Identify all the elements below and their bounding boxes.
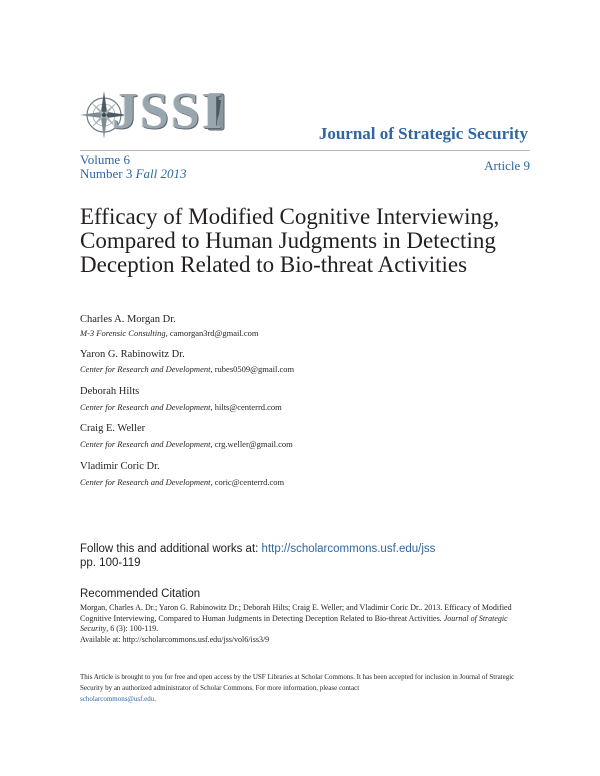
affiliation-org: M-3 Forensic Consulting: [80, 328, 166, 338]
affiliation-org: Center for Research and Development: [80, 402, 211, 412]
volume-label[interactable]: Volume 6: [80, 152, 130, 167]
author-affiliation: Center for Research and Development, coric@centerrd.com: [80, 477, 285, 487]
follow-prefix: Follow this and additional works at:: [80, 543, 259, 555]
author-email: hilts@centerrd.com: [214, 402, 282, 412]
issue-season: Fall 2013: [135, 166, 187, 181]
citation-issue: , 6 (3): 100-119.: [106, 624, 159, 633]
contact-email-link[interactable]: scholarcommons@usf.edu: [80, 695, 155, 703]
scholar-commons-link[interactable]: http://scholarcommons.usf.edu/jss: [261, 543, 436, 555]
author-name[interactable]: Craig E. Weller: [80, 423, 146, 434]
affiliation-org: Center for Research and Development: [80, 477, 211, 487]
citation-text: [80, 603, 520, 645]
citation-journal: Journal of Strategic Security: [80, 613, 508, 633]
article-number[interactable]: Article 9: [484, 158, 530, 173]
page-range: pp. 100-119: [80, 557, 141, 569]
author-email: rubes0509@gmail.com: [214, 364, 295, 374]
citation-authors: Morgan, Charles A. Dr.; Yaron G. Rabinowitz Dr.; Deborah Hilts; Craig E. Weller; and Vladimir Coric Dr.. 2013. Efficacy of Modified Cognitive Interviewing, Compared to Human Judgments in Detecting Deception Related to Bio-threat Activities.: [80, 603, 512, 623]
follow-line: [80, 543, 435, 555]
issue-number: Number 3: [80, 166, 133, 181]
paper-title: Efficacy of Modified Cognitive Interviewing, Compared to Human Judgments in Detecting Deception Related to Bio-threat Activities: [80, 204, 500, 277]
affiliation-org: Center for Research and Development: [80, 439, 211, 449]
author-name[interactable]: Yaron G. Rabinowitz Dr.: [80, 349, 185, 360]
journal-title[interactable]: Journal of Strategic Security: [318, 124, 528, 143]
footer-note: [80, 672, 525, 705]
author-email: camorgan3rd@gmail.com: [169, 328, 259, 338]
author-affiliation: Center for Research and Development, rubes0509@gmail.com: [80, 364, 295, 374]
citation-available[interactable]: Available at: http://scholarcommons.usf.edu/jss/vol6/iss3/9: [80, 634, 270, 644]
footer-end: .: [154, 695, 157, 703]
author-name[interactable]: Vladimir Coric Dr.: [80, 461, 160, 472]
author-affiliation: Center for Research and Development, crg.weller@gmail.com: [80, 439, 293, 449]
author-name[interactable]: Charles A. Morgan Dr.: [80, 314, 176, 325]
footer-text: This Article is brought to you for free and open access by the USF Libraries at Scholar Commons. It has been accepted for inclusion in Journal of Strategic Security by an authorized administrator of Scholar Commons. For more information, please contact: [80, 673, 515, 692]
author-affiliation: M-3 Forensic Consulting, camorgan3rd@gmail.com: [80, 328, 259, 338]
author-email: coric@centerrd.com: [214, 477, 285, 487]
author-affiliation: Center for Research and Development, hilts@centerrd.com: [80, 402, 282, 412]
header-divider: [80, 150, 530, 151]
affiliation-org: Center for Research and Development: [80, 364, 211, 374]
recommended-citation-heading: Recommended Citation: [80, 588, 201, 600]
author-name[interactable]: Deborah Hilts: [80, 386, 140, 397]
logo-text: JSSI: [112, 83, 225, 140]
issue-label[interactable]: [80, 166, 187, 182]
author-email: crg.weller@gmail.com: [214, 439, 293, 449]
